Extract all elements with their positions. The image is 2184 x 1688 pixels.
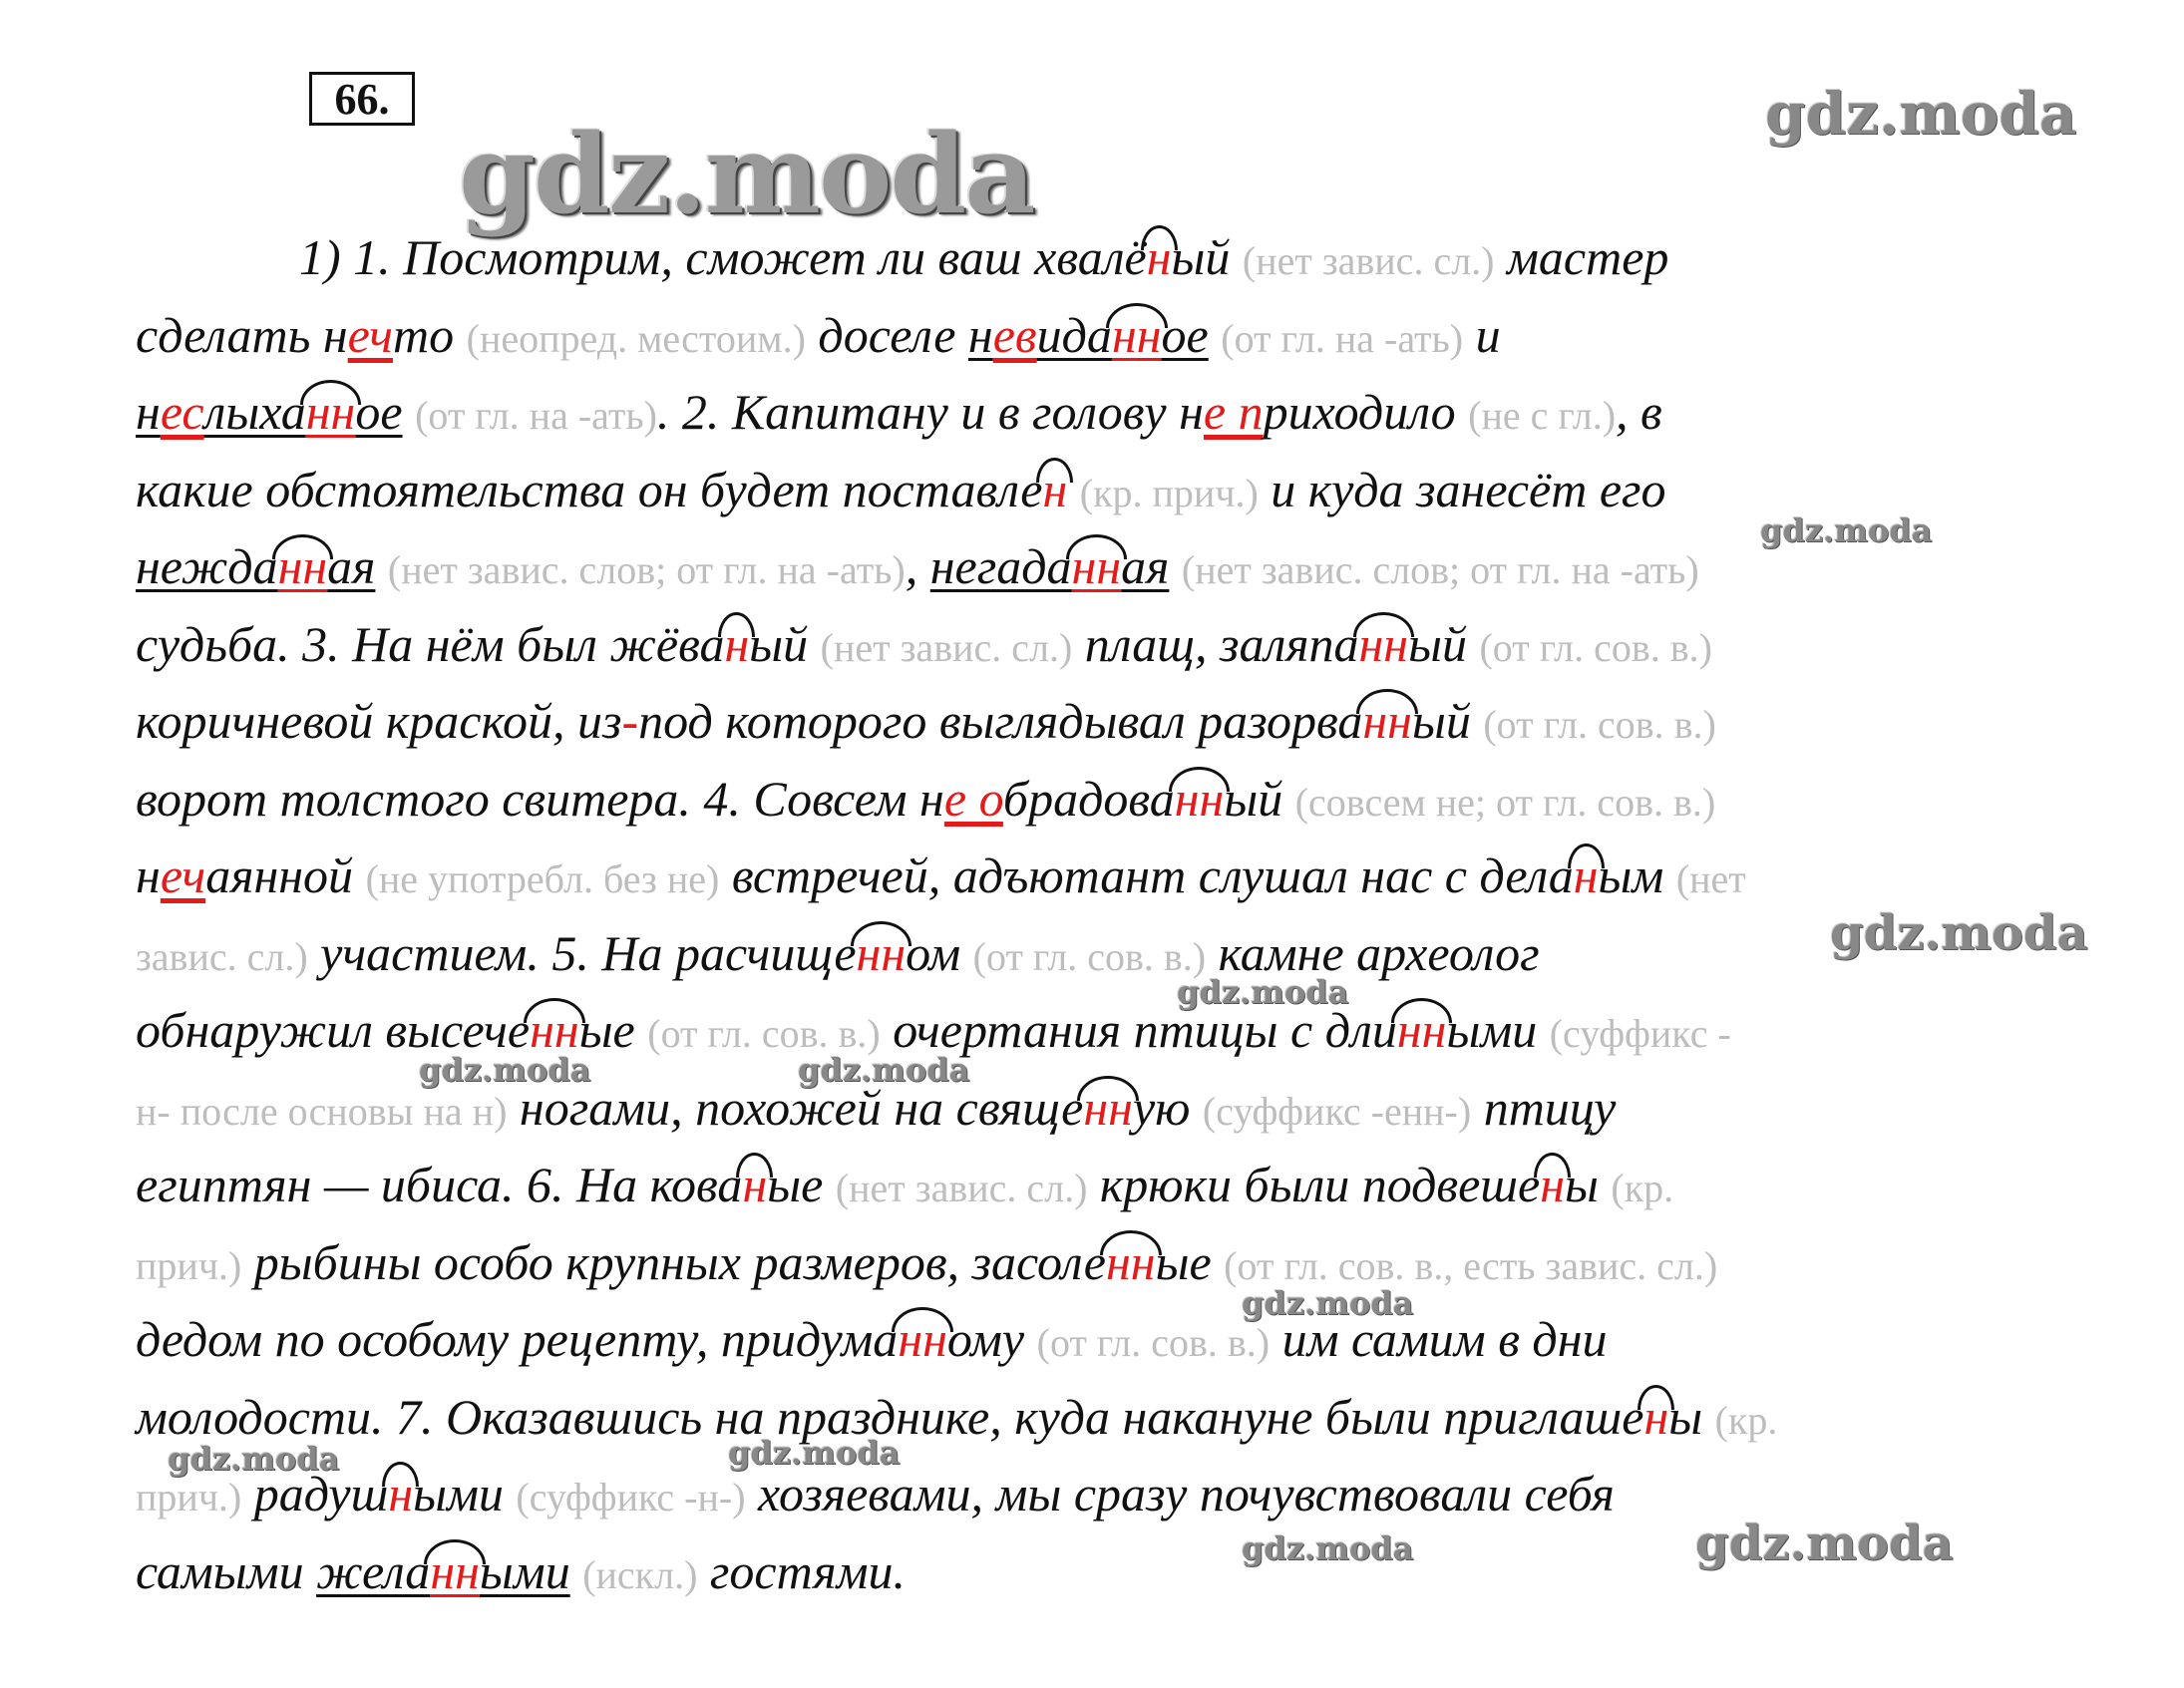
- exercise-number: 66.: [309, 72, 415, 126]
- highlighted-letters: е п: [1203, 384, 1264, 440]
- highlighted-letters: еч: [347, 306, 394, 363]
- watermark-small: gdz.moda: [1760, 511, 1933, 549]
- text-fragment: [1169, 538, 1182, 594]
- text-line: [136, 845, 1746, 909]
- grammar-note: (кр. прич.): [1079, 470, 1259, 515]
- text-fragment: ые: [578, 1002, 648, 1058]
- grammar-note: (от гл. сов. в.): [647, 1011, 881, 1056]
- text-fragment: ые: [767, 1157, 836, 1212]
- grammar-note: (кр.: [1714, 1397, 1778, 1443]
- text-fragment: ида: [1036, 306, 1112, 363]
- text-line: [136, 769, 1715, 833]
- text-fragment: египтян — ибиса. 6. На кова: [136, 1157, 743, 1212]
- watermark-small: gdz.moda: [168, 1440, 340, 1478]
- grammar-note: (от гл. сов. в., есть завис. сл.): [1224, 1242, 1718, 1288]
- text-fragment: ыми: [413, 1466, 517, 1521]
- text-line: [299, 227, 1668, 291]
- grammar-note: н- после основы на н): [136, 1088, 508, 1134]
- grammar-note: (от гл. сов. в.): [1479, 624, 1712, 670]
- text-fragment: коричневой краской, из: [136, 693, 622, 749]
- highlighted-letters: нн: [305, 384, 356, 440]
- highlighted-letters: н: [1146, 229, 1172, 285]
- text-line: [136, 305, 1501, 369]
- highlighted-letters: н: [742, 1157, 768, 1212]
- watermark-large: gdz.moda: [459, 110, 1034, 238]
- text-fragment: самыми: [136, 1542, 317, 1599]
- text-fragment: ыми: [1446, 1002, 1550, 1058]
- grammar-note: (суффикс -енн-): [1202, 1088, 1472, 1134]
- highlighted-letters: нн: [856, 924, 907, 981]
- text-fragment: ый: [1408, 615, 1480, 672]
- text-fragment: какие обстоятельства он будет поставле: [136, 461, 1043, 517]
- text-fragment: н: [136, 384, 161, 440]
- highlighted-letters: н: [724, 615, 750, 672]
- grammar-note: (искл.): [582, 1551, 698, 1597]
- text-line: [136, 1232, 1717, 1296]
- text-fragment: ый: [1411, 693, 1484, 749]
- text-fragment: ый: [749, 615, 821, 672]
- grammar-note: (совсем не; от гл. сов. в.): [1294, 779, 1716, 825]
- text-fragment: камне археолог: [1206, 924, 1540, 981]
- text-fragment: под которого выглядывал разорва: [638, 693, 1363, 749]
- text-fragment: ом: [906, 924, 973, 981]
- text-fragment: им самим в дни: [1270, 1311, 1608, 1367]
- grammar-note: (суффикс -: [1549, 1011, 1731, 1056]
- text-fragment: ое: [1161, 306, 1209, 363]
- text-line: [136, 1387, 1777, 1451]
- watermark-small: gdz.moda: [419, 1051, 591, 1089]
- highlighted-letters: ев: [992, 306, 1037, 363]
- text-fragment: ногами, похожей на свяще: [507, 1079, 1084, 1136]
- grammar-note: (нет: [1675, 856, 1746, 901]
- text-fragment: 1) 1. Посмотрим, сможет ли ваш хвалё: [299, 229, 1147, 285]
- text-line: [136, 1078, 1616, 1142]
- text-fragment: и: [1463, 306, 1501, 363]
- text-fragment: судьба. 3. На нём был жёва: [136, 615, 725, 672]
- highlighted-letters: нн: [1071, 538, 1122, 594]
- watermark-medium: gdz.moda: [1830, 905, 2088, 961]
- watermark-medium: gdz.moda: [1695, 1516, 1954, 1571]
- highlighted-letters: нн: [1396, 1002, 1447, 1058]
- highlighted-letters: е о: [943, 770, 1003, 827]
- text-fragment: ,: [905, 538, 930, 594]
- watermark-top-right: gdz.moda: [1765, 80, 2077, 148]
- grammar-note: (нет завис. слов; от гл. на -ать): [387, 547, 906, 592]
- highlighted-letters: н: [1540, 1157, 1566, 1212]
- text-line: [136, 923, 1540, 987]
- highlighted-letters: н: [1042, 461, 1068, 517]
- grammar-note: завис. сл.): [136, 933, 308, 979]
- text-fragment: ыми: [479, 1542, 570, 1599]
- text-line: [136, 536, 1699, 600]
- text-fragment: ая: [1121, 538, 1170, 594]
- text-fragment: гостями.: [697, 1542, 906, 1599]
- text-line: [136, 1000, 1731, 1064]
- highlighted-letters: нн: [1358, 615, 1409, 672]
- text-fragment: мастер: [1494, 229, 1669, 285]
- highlighted-letters: нн: [898, 1311, 947, 1367]
- text-line: [136, 382, 1662, 446]
- text-line: [136, 691, 1716, 755]
- text-fragment: очертания птицы с дли: [880, 1002, 1397, 1058]
- grammar-note: (нет завис. слов; от гл. на -ать): [1181, 547, 1699, 592]
- highlighted-letters: н: [1643, 1388, 1669, 1445]
- highlighted-letters: н: [388, 1466, 414, 1521]
- grammar-note: (от гл. на -ать): [415, 393, 657, 438]
- text-fragment: дедом по особому рецепту, придума: [136, 1311, 899, 1367]
- text-fragment: птицу: [1471, 1079, 1617, 1136]
- text-fragment: аянной: [205, 847, 366, 903]
- text-line: [136, 1464, 1615, 1527]
- text-fragment: ое: [355, 384, 403, 440]
- grammar-note: прич.): [136, 1475, 242, 1519]
- text-fragment: сделать н: [136, 306, 348, 363]
- text-line: [136, 614, 1712, 678]
- watermark-small: gdz.moda: [728, 1434, 901, 1472]
- text-fragment: ая: [327, 538, 376, 594]
- text-fragment: хозяевами, мы сразу почувствовали себя: [745, 1466, 1615, 1521]
- text-fragment: доселе: [805, 306, 968, 363]
- text-fragment: то: [393, 306, 467, 363]
- text-fragment: , в: [1616, 384, 1662, 440]
- highlighted-letters: -: [621, 693, 639, 749]
- text-fragment: обнаружил высече: [136, 1002, 531, 1058]
- text-fragment: ую: [1132, 1079, 1203, 1136]
- text-fragment: ые: [1155, 1233, 1225, 1290]
- text-fragment: встречей, адъютант слушал нас с дела: [719, 847, 1574, 903]
- watermark-small: gdz.moda: [1177, 973, 1349, 1011]
- text-line: [136, 1309, 1608, 1373]
- highlighted-letters: н: [1573, 847, 1599, 903]
- grammar-note: (нет завис. сл.): [820, 624, 1073, 670]
- text-fragment: и куда занесёт его: [1258, 461, 1666, 517]
- text-fragment: ый: [1224, 770, 1295, 827]
- text-fragment: ы: [1565, 1157, 1612, 1212]
- highlighted-letters: нн: [530, 1002, 579, 1058]
- grammar-note: (от гл. на -ать): [1221, 315, 1464, 361]
- text-fragment: [375, 538, 388, 594]
- text-line: [136, 460, 1666, 523]
- grammar-note: (нет завис. сл.): [1242, 238, 1495, 283]
- highlighted-letters: нн: [1083, 1079, 1133, 1136]
- grammar-note: (от гл. сов. в.): [972, 933, 1207, 979]
- highlighted-letters: нн: [1362, 693, 1412, 749]
- watermark-small: gdz.moda: [1242, 1529, 1414, 1567]
- grammar-note: прич.): [136, 1242, 242, 1288]
- text-fragment: . 2. Капитану и в голову н: [656, 384, 1204, 440]
- highlighted-letters: ес: [160, 384, 204, 440]
- text-fragment: [403, 384, 416, 440]
- text-fragment: крюки были подвеше: [1087, 1157, 1541, 1212]
- watermark-small: gdz.moda: [1242, 1284, 1414, 1322]
- text-fragment: брадова: [1002, 770, 1175, 827]
- text-fragment: ому: [946, 1311, 1037, 1367]
- grammar-note: (не употребл. без не): [365, 856, 720, 901]
- text-line: [136, 1541, 906, 1605]
- text-fragment: ы: [1668, 1388, 1715, 1445]
- text-fragment: [570, 1543, 583, 1599]
- text-fragment: риходило: [1263, 384, 1469, 440]
- grammar-note: (кр.: [1611, 1166, 1674, 1210]
- highlighted-letters: еч: [160, 847, 206, 903]
- text-fragment: плащ, заляпа: [1072, 615, 1359, 672]
- text-fragment: радуш: [241, 1466, 389, 1521]
- text-fragment: ворот толстого свитера. 4. Совсем н: [136, 770, 944, 827]
- highlighted-letters: нн: [1174, 770, 1225, 827]
- text-fragment: ым: [1598, 847, 1676, 903]
- text-fragment: н: [967, 306, 993, 363]
- text-fragment: жела: [316, 1542, 431, 1599]
- grammar-note: (от гл. сов. в.): [1036, 1320, 1271, 1365]
- text-fragment: [1209, 307, 1222, 363]
- text-fragment: лыха: [203, 384, 306, 440]
- grammar-note: (не с гл.): [1468, 393, 1617, 438]
- grammar-note: (суффикс -н-): [516, 1475, 746, 1519]
- text-fragment: н: [136, 847, 161, 903]
- highlighted-letters: нн: [1106, 1233, 1156, 1290]
- highlighted-letters: нн: [1111, 306, 1162, 363]
- text-fragment: молодости. 7. Оказавшись на празднике, куда накануне были приглаше: [136, 1388, 1644, 1445]
- watermark-small: gdz.moda: [798, 1051, 970, 1089]
- highlighted-letters: нн: [277, 538, 328, 594]
- grammar-note: (нет завис. сл.): [835, 1166, 1088, 1210]
- text-fragment: участием. 5. На расчище: [307, 924, 857, 981]
- grammar-note: (неопред. местоим.): [466, 315, 806, 361]
- text-fragment: негада: [929, 538, 1072, 594]
- text-line: [136, 1155, 1673, 1218]
- text-fragment: нежда: [136, 538, 278, 594]
- text-fragment: рыбины особо крупных размеров, засоле: [241, 1233, 1106, 1290]
- grammar-note: (от гл. сов. в.): [1483, 702, 1716, 747]
- text-fragment: ый: [1171, 229, 1243, 285]
- highlighted-letters: нн: [430, 1542, 480, 1599]
